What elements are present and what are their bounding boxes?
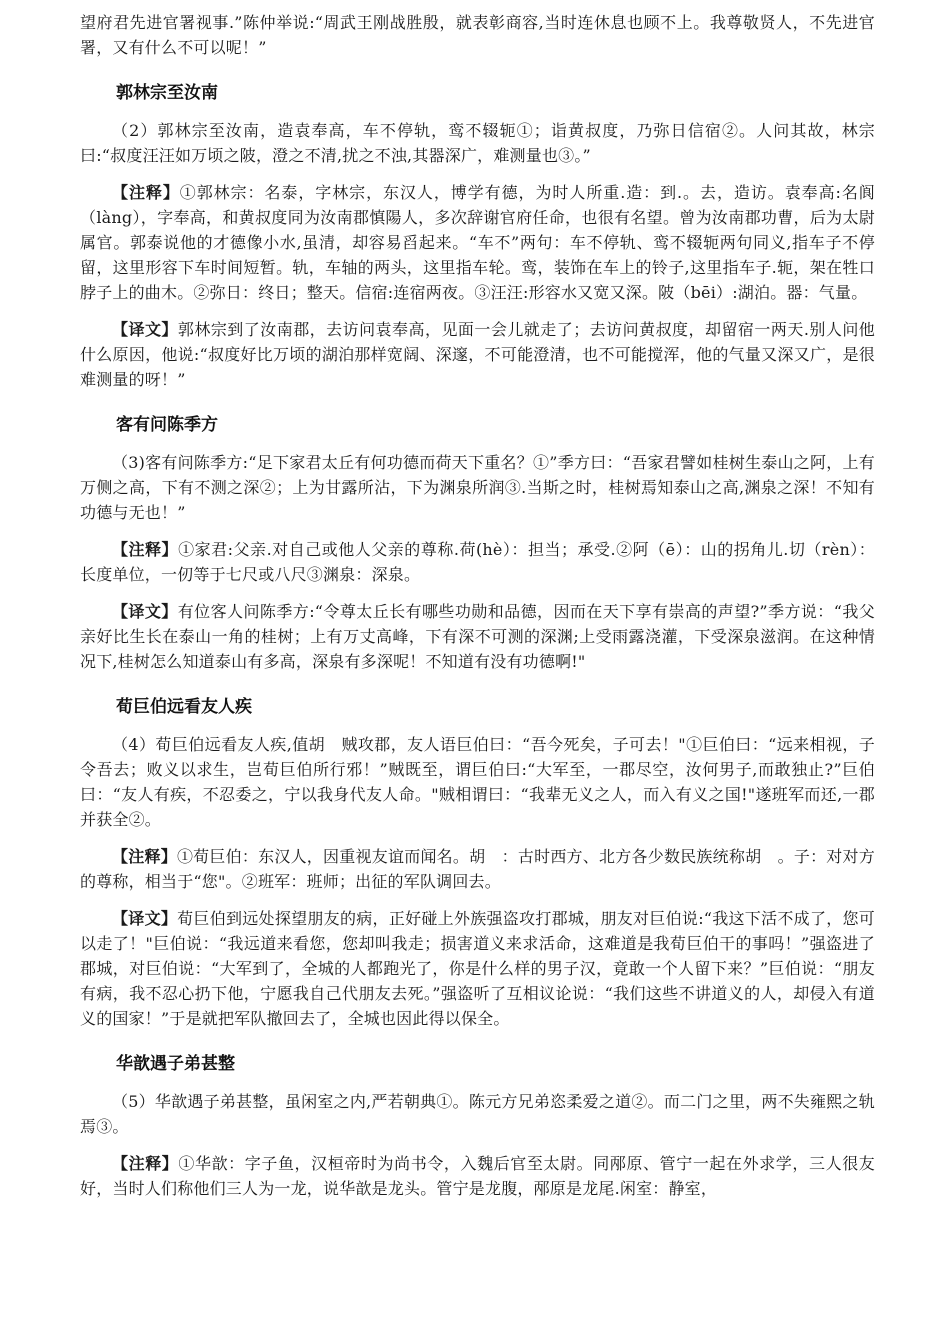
- annotation-paragraph: [80, 1151, 875, 1201]
- section-title: 华歆遇子弟甚整: [116, 1054, 235, 1074]
- annotation-text: ①华歆：字子鱼，汉桓帝时为尚书令，入魏后官至太尉。同邴原、管宁一起在外求学，三人很友好，当时人们称他们三人为一龙，说华歆是龙头。管宁是龙腹，邴原是龙尾.闲室：静室，: [80, 1154, 875, 1198]
- translation-text: 有位客人问陈季方:“令尊太丘长有哪些功勋和品德，因而在天下享有崇高的声望?”季方说：“我父亲好比生长在泰山一角的桂树；上有万丈高峰，下有深不可测的深渊;上受雨露浇灌，下受深泉滋润。在这种情况下,桂树怎么知道泰山有多高，深泉有多深呢！不知道有没有功德啊!": [80, 602, 875, 671]
- annotation-text: ①郭林宗：名泰，字林宗，东汉人，博学有德，为时人所重.造：到.。去，造访。袁奉高:名阆（làng），字奉高，和黄叔度同为汝南郡慎陽人，多次辞谢官府任命，也很有名望。曾为汝南郡功曹，后为太尉属官。郭泰说他的才德像小水,虽清，却容易舀起来。“车不”两句：车不停轨、鸾不辍轭两句同义,指车子不停留，这里形容下车时间短暂。轨，车轴的两头，这里指车轮。鸾，装饰在车上的铃子,这里指车子.轭，架在牲口脖子上的曲木。②弥日：终日；整天。信宿:连宿两夜。③汪汪:形容水又宽又深。陂（bēi）:湖泊。器：气量。: [80, 183, 875, 302]
- intro-paragraph: 望府君先进官署视事.”陈仲举说:“周武王刚战胜殷，就表彰商容,当时连休息也顾不上。我尊敬贤人，不先进官署，又有什么不可以呢！”: [80, 13, 875, 57]
- annotation-label: 【注释】: [112, 1154, 179, 1173]
- translation-text: 荀巨伯到远处探望朋友的病，正好碰上外族强盗攻打郡城，朋友对巨伯说:“我这下活不成了，您可以走了！"巨伯说：“我远道来看您，您却叫我走；损害道义来求活命，这难道是我荀巨伯干的事吗！”强盗进了郡城，对巨伯说：“大军到了，全城的人都跑光了，你是什么样的男子汉，竟敢一个人留下来？”巨伯说：“朋友有病，我不忍心扔下他，宁愿我自己代朋友去死。”强盗听了互相议论说：“我们这些不讲道义的人，却侵入有道义的国家！”于是就把军队撤回去了，全城也因此得以保全。: [80, 909, 875, 1028]
- translation-label: 【译文】: [112, 602, 178, 621]
- translation-label: 【译文】: [112, 909, 178, 928]
- annotation-text: ①荀巨伯：东汉人，因重视友谊而闻名。胡 ：古时西方、北方各少数民族统称胡 。子：对对方的尊称，相当于“您"。②班军：班师；出征的军队调回去。: [80, 847, 875, 891]
- section-body: （2）郭林宗至汝南，造袁奉高，车不停轨，鸾不辍轭①；诣黄叔度，乃弥日信宿②。人问其故，林宗曰:“叔度汪汪如万顷之陂，澄之不清,扰之不浊,其器深广，难测量也③。”: [80, 121, 875, 165]
- annotation-label: 【注释】: [112, 540, 179, 559]
- translation-paragraph: [80, 906, 875, 1031]
- annotation-paragraph: [80, 844, 875, 894]
- section-title: 郭林宗至汝南: [116, 83, 218, 103]
- annotation-label: 【注释】: [112, 847, 177, 866]
- annotation-label: 【注释】: [112, 183, 180, 202]
- translation-label: 【译文】: [112, 320, 178, 339]
- annotation-text: ①家君:父亲.对自己或他人父亲的尊称.荷(hè）：担当；承受.②阿（ē）：山的拐角儿.切（rèn）：长度单位，一仞等于七尺或八尺③渊泉：深泉。: [80, 540, 875, 584]
- translation-paragraph: [80, 317, 875, 392]
- section-title: 荀巨伯远看友人疾: [116, 697, 252, 717]
- translation-text: 郭林宗到了汝南郡，去访问袁奉高，见面一会儿就走了；去访问黄叔度，却留宿一两天.别人问他什么原因，他说:“叔度好比万顷的湖泊那样宽阔、深邃，不可能澄清，也不可能搅浑，他的气量又深又广，是很难测量的呀！”: [80, 320, 875, 389]
- translation-paragraph: [80, 599, 875, 674]
- document-page: [80, 10, 875, 1201]
- section-title: 客有问陈季方: [116, 415, 218, 435]
- section-body: （5）华歆遇子弟甚整，虽闲室之内,严若朝典①。陈元方兄弟恣柔爱之道②。而二门之里，两不失雍熙之轨焉③。: [80, 1092, 875, 1136]
- annotation-paragraph: [80, 180, 875, 305]
- section-body: （4）荀巨伯远看友人疾,值胡 贼攻郡，友人语巨伯曰：“吾今死矣，子可去！"①巨伯曰：“远来相视，子令吾去；败义以求生，岂荀巨伯所行邪！”贼既至，谓巨伯曰:“大军至，一郡尽空，汝何男子,而敢独止?”巨伯曰：“友人有疾，不忍委之，宁以我身代友人命。"贼相谓曰：“我辈无义之人，而入有义之国!"遂班军而还,一郡并获全②。: [80, 735, 875, 829]
- annotation-paragraph: [80, 537, 875, 587]
- section-body: （3)客有问陈季方:“足下家君太丘有何功德而荷天下重名？①”季方曰：“吾家君譬如桂树生泰山之阿，上有万侧之高，下有不测之深②；上为甘露所沾，下为渊泉所润③.当斯之时，桂树焉知泰山之高,渊泉之深！不知有功德与无也！”: [80, 453, 875, 522]
